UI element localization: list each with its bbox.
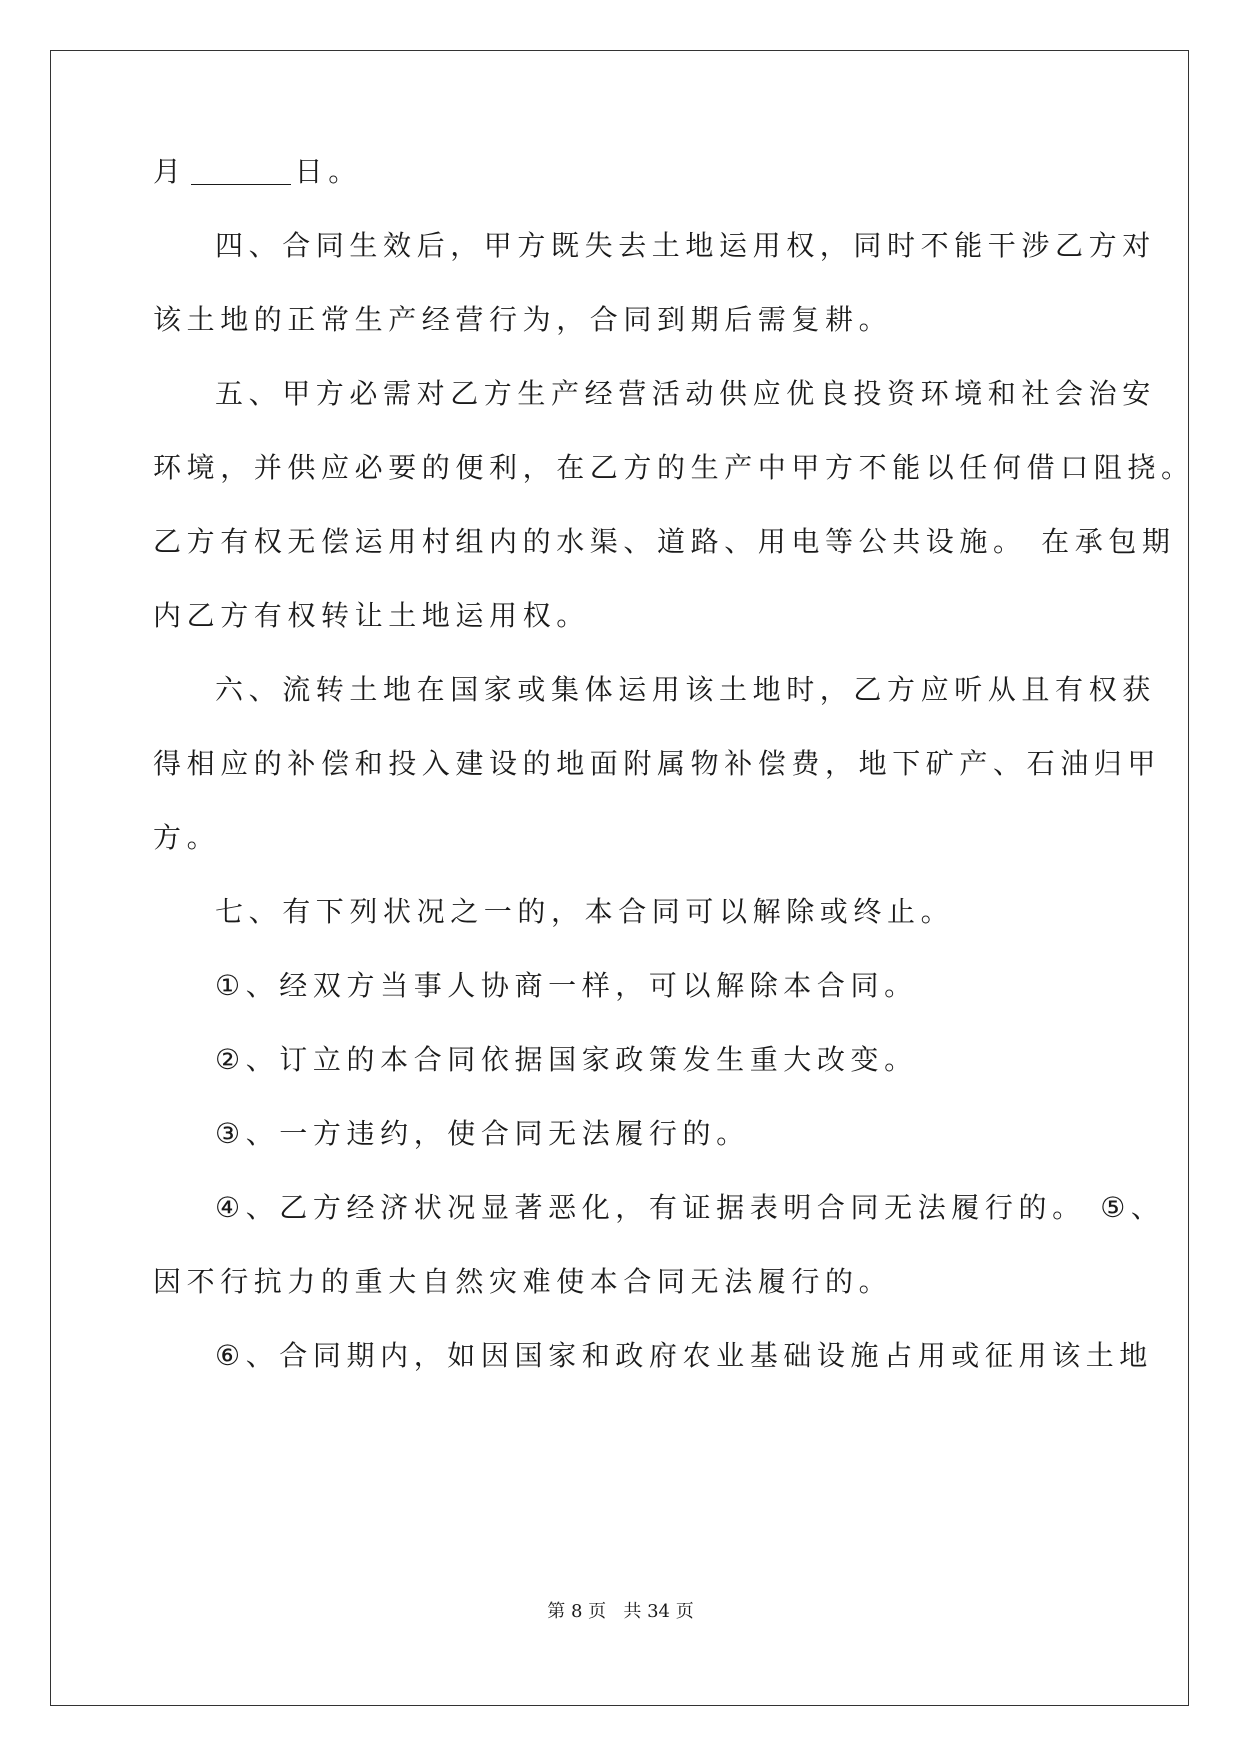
page-number: 第 8 页 bbox=[547, 1601, 607, 1622]
total-pages: 共 34 页 bbox=[623, 1601, 694, 1622]
clause-5-line-4: 内乙方有权转让土地运用权。 bbox=[153, 599, 590, 632]
date-blank-underline bbox=[191, 156, 291, 185]
clause-6-line-3: 方。 bbox=[153, 821, 221, 854]
clause-6-line-1: 六、流转土地在国家或集体运用该土地时，乙方应听从且有权获 bbox=[215, 673, 1156, 706]
clause-6-line-2: 得相应的补偿和投入建设的地面附属物补偿费，地下矿产、石油归甲 bbox=[153, 747, 1162, 780]
clause-7-item-6: ⑥、合同期内，如因国家和政府农业基础设施占用或征用该土地 bbox=[215, 1339, 1153, 1372]
page-border bbox=[50, 50, 1189, 1706]
clause-7-item-1: ①、经双方当事人协商一样，可以解除本合同。 bbox=[215, 969, 918, 1002]
clause-4-line-2: 该土地的正常生产经营行为，合同到期后需复耕。 bbox=[153, 303, 893, 336]
clause-7-item-4: ④、乙方经济状况显著恶化，有证据表明合同无法履行的。 ⑤、 bbox=[215, 1191, 1165, 1224]
clause-7-item-3: ③、一方违约，使合同无法履行的。 bbox=[215, 1117, 750, 1150]
clause-5-line-1: 五、甲方必需对乙方生产经营活动供应优良投资环境和社会治安 bbox=[215, 377, 1156, 410]
clause-4-line-1: 四、合同生效后，甲方既失去土地运用权，同时不能干涉乙方对 bbox=[215, 229, 1156, 262]
clause-5-line-2: 环境，并供应必要的便利，在乙方的生产中甲方不能以任何借口阻挠。 bbox=[153, 451, 1195, 484]
clause-7-item-2: ②、订立的本合同依据国家政策发生重大改变。 bbox=[215, 1043, 918, 1076]
clause-7-heading: 七、有下列状况之一的，本合同可以解除或终止。 bbox=[215, 895, 955, 928]
text-line-date: 月 日。 bbox=[153, 155, 362, 188]
clause-7-item-5: 因不行抗力的重大自然灾难使本合同无法履行的。 bbox=[153, 1265, 893, 1298]
page-footer bbox=[0, 1600, 1241, 1624]
clause-5-line-3: 乙方有权无偿运用村组内的水渠、道路、用电等公共设施。 在承包期 bbox=[153, 525, 1176, 558]
